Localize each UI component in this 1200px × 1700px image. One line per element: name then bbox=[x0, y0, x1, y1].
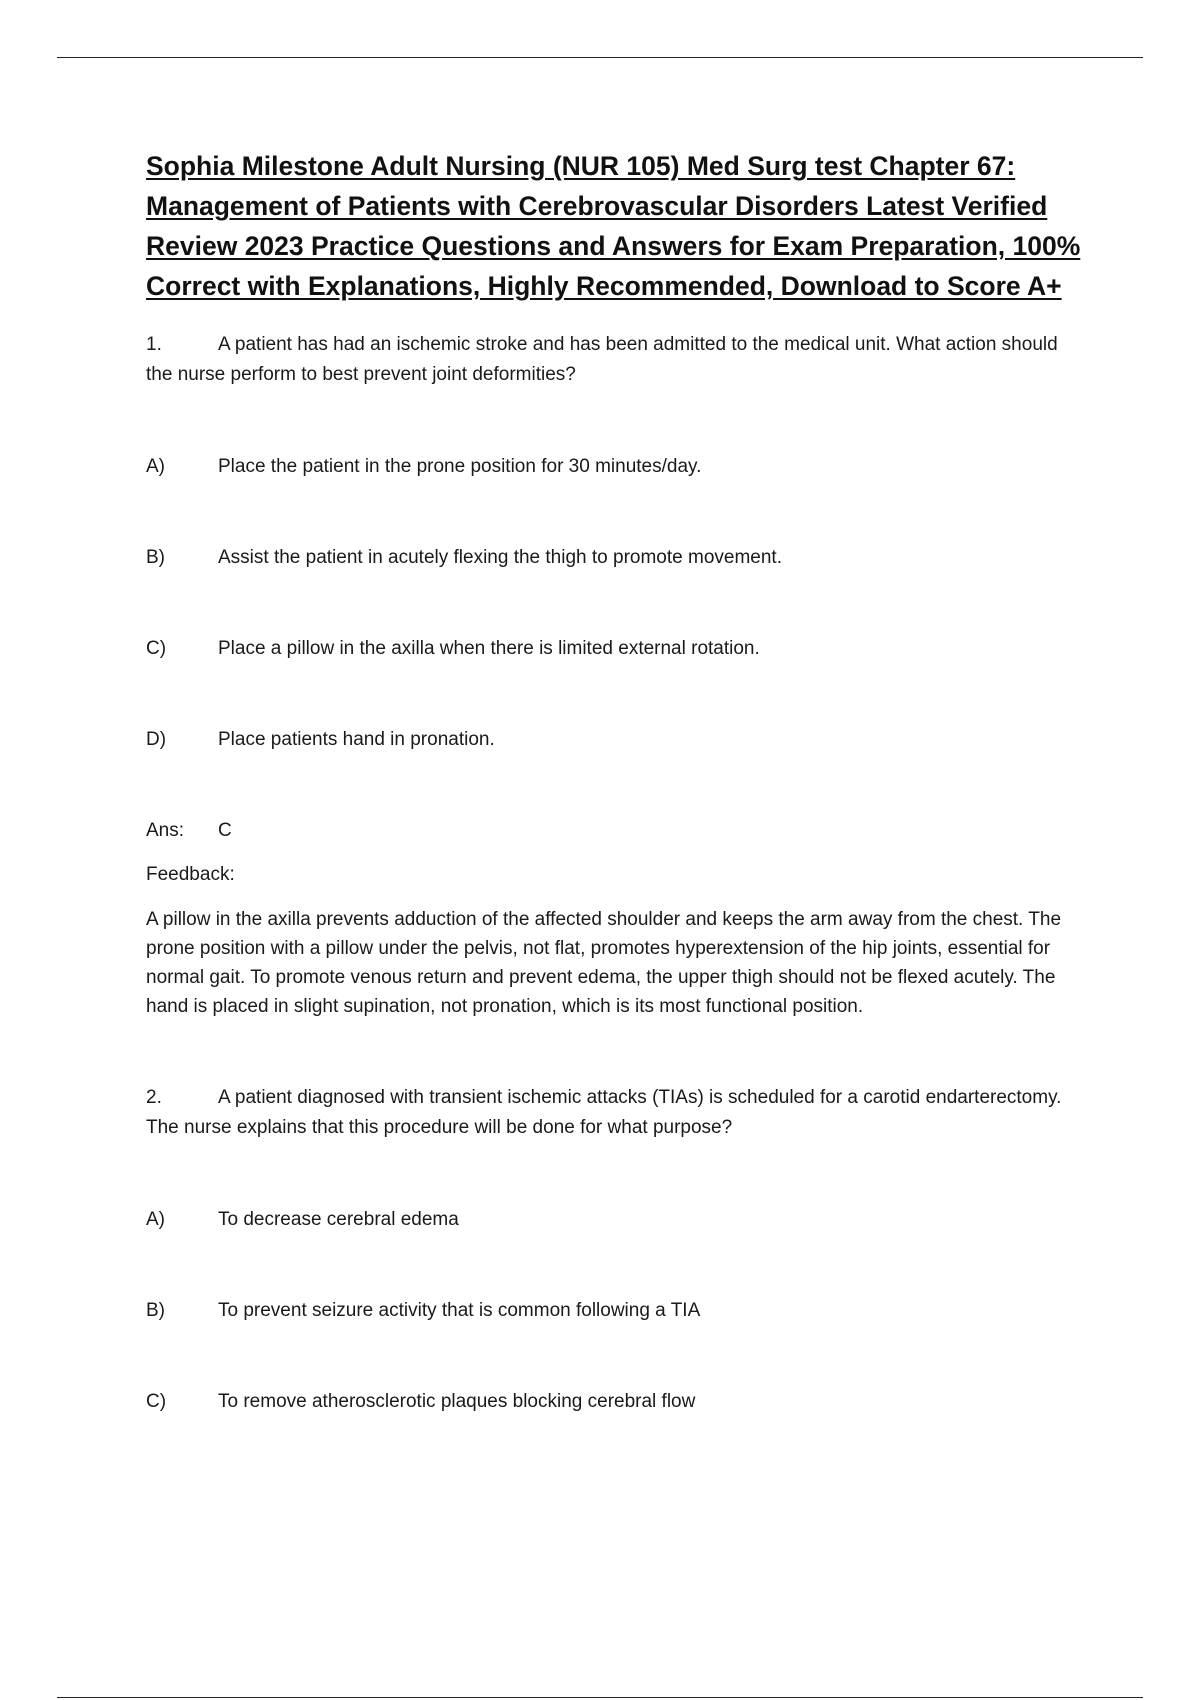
question-1-option-b bbox=[146, 543, 1086, 573]
option-text: To prevent seizure activity that is common following a TIA bbox=[218, 1300, 701, 1321]
question-1-text: A patient has had an ischemic stroke and has been admitted to the medical unit. What action should the nurse perform to best prevent joint deformities? bbox=[146, 334, 1058, 385]
question-1-option-c bbox=[146, 634, 1086, 664]
answer-value: C bbox=[218, 820, 232, 841]
option-letter: C) bbox=[146, 1391, 167, 1412]
feedback-text: A pillow in the axilla prevents adduction of the affected shoulder and keeps the arm away from the chest. The prone position with a pillow under the pelvis, not flat, promotes hyperextension of the hip joints, essential for normal gait. To promote venous return and prevent edema, the upper thigh should not be flexed acutely. The hand is placed in slight supination, not pronation, which is its most functional position. bbox=[146, 909, 1062, 1017]
option-letter: D) bbox=[146, 729, 167, 750]
question-1-option-a bbox=[146, 452, 1086, 482]
option-letter: C) bbox=[146, 638, 167, 659]
question-2 bbox=[146, 1083, 1086, 1417]
question-1 bbox=[146, 330, 1086, 1021]
option-text: To decrease cerebral edema bbox=[218, 1209, 459, 1230]
question-1-number: 1. bbox=[146, 334, 162, 355]
option-letter: A) bbox=[146, 456, 165, 477]
question-2-stem bbox=[146, 1083, 1086, 1143]
option-letter: B) bbox=[146, 547, 165, 568]
option-text: Place the patient in the prone position for 30 minutes/day. bbox=[218, 456, 702, 477]
option-text: Place a pillow in the axilla when there is limited external rotation. bbox=[218, 638, 760, 659]
feedback-label: Feedback: bbox=[146, 864, 235, 885]
option-text: To remove atherosclerotic plaques blocking cerebral flow bbox=[218, 1391, 696, 1412]
question-2-option-b bbox=[146, 1296, 1086, 1326]
bottom-divider bbox=[57, 1697, 1143, 1698]
question-2-number: 2. bbox=[146, 1087, 162, 1108]
question-1-answer bbox=[146, 816, 1086, 846]
question-2-option-c bbox=[146, 1387, 1086, 1417]
answer-label: Ans: bbox=[146, 820, 185, 841]
question-2-option-a bbox=[146, 1205, 1086, 1235]
top-divider bbox=[57, 57, 1143, 58]
question-1-option-d bbox=[146, 725, 1086, 755]
option-text: Assist the patient in acutely flexing the thigh to promote movement. bbox=[218, 547, 782, 568]
question-2-text: A patient diagnosed with transient ischemic attacks (TIAs) is scheduled for a carotid endarterectomy. The nurse explains that this procedure will be done for what purpose? bbox=[146, 1087, 1062, 1138]
question-1-stem bbox=[146, 330, 1086, 390]
document-title: Sophia Milestone Adult Nursing (NUR 105) Med Surg test Chapter 67: Management of Patients with Cerebrovascular Disorders Latest Verified Review 2023 Practice Questions and Answers for Exam Preparation, 100% Correct with Explanations, Highly Recommended, Download to Score A+ bbox=[146, 151, 1081, 301]
document-body bbox=[146, 146, 1086, 1417]
option-letter: A) bbox=[146, 1209, 165, 1230]
option-text: Place patients hand in pronation. bbox=[218, 729, 495, 750]
option-letter: B) bbox=[146, 1300, 165, 1321]
